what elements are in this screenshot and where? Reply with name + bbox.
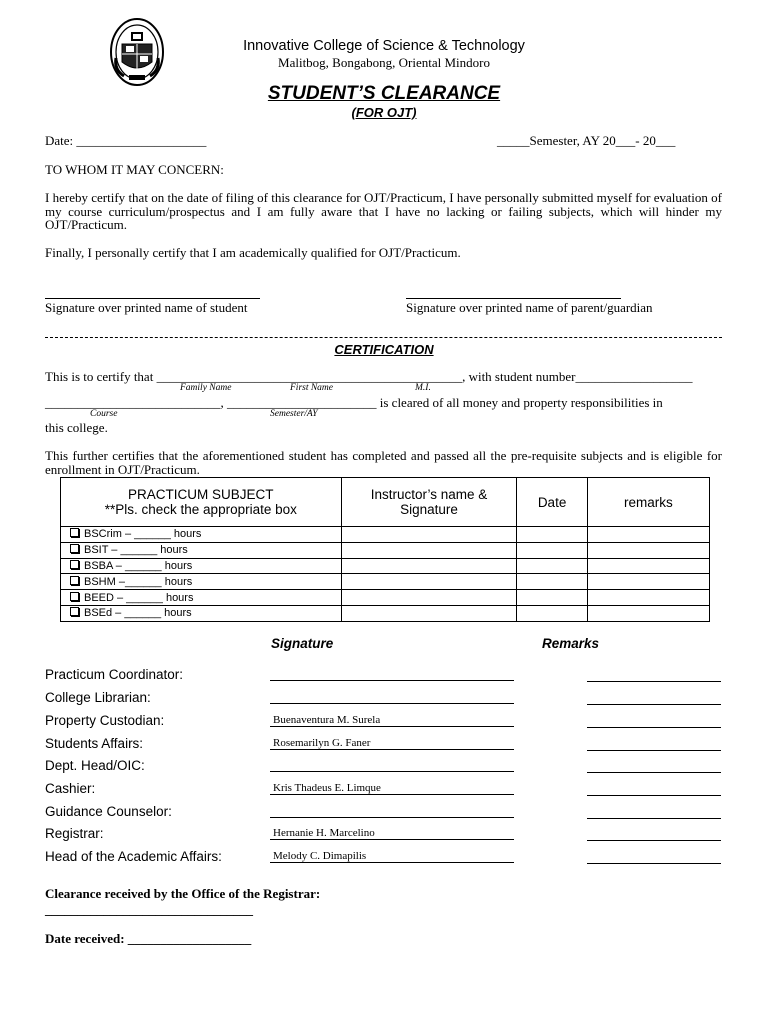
date-cell[interactable]: [517, 590, 588, 606]
certify-paragraph: I hereby certify that on the date of filing of this clearance for OJT/Practicum, I have personally submitted myself for evaluation of my course curriculum/prospectus and I am fully aware that I have no lacking or failing subjects, which will hinder my OJT/Practicum.: [45, 190, 722, 232]
date-cell[interactable]: [517, 574, 588, 590]
subject-header-line1: PRACTICUM SUBJECT: [128, 487, 274, 502]
table-row: [61, 527, 710, 543]
remarks-cell[interactable]: [587, 605, 709, 621]
remarks-line[interactable]: [587, 688, 721, 705]
remarks-line[interactable]: [587, 779, 721, 796]
signoff-label: Head of the Academic Affairs:: [45, 849, 222, 864]
signature-line[interactable]: [270, 756, 514, 772]
subject-cell[interactable]: [61, 527, 342, 543]
remarks-line[interactable]: [587, 665, 721, 682]
subject-label: BSCrim – ______ hours: [84, 528, 202, 541]
semester-blank[interactable]: _______________________: [227, 395, 377, 410]
certification-line-3: this college.: [45, 420, 108, 435]
cert-intro-text: This is to certify that: [45, 369, 157, 384]
table-row: [61, 590, 710, 606]
subject-header: [61, 478, 342, 527]
remarks-cell[interactable]: [587, 542, 709, 558]
remarks-line[interactable]: [587, 734, 721, 751]
parent-signature-label: Signature over printed name of parent/guardian: [406, 300, 653, 315]
student-signature-line[interactable]: [45, 298, 260, 299]
instructor-cell[interactable]: [341, 558, 517, 574]
signature-line[interactable]: Buenaventura M. Surela: [270, 711, 514, 727]
date-field[interactable]: Date: ____________________: [45, 133, 207, 148]
subject-label: BSEd – ______ hours: [84, 607, 192, 620]
instructor-header-line2: Signature: [400, 502, 458, 517]
remarks-cell[interactable]: [587, 527, 709, 543]
parent-signature-line[interactable]: [406, 298, 621, 299]
semester-caption: Semester/AY: [270, 409, 318, 419]
signoff-label: Guidance Counselor:: [45, 804, 172, 819]
divider: [45, 337, 722, 338]
remarks-line[interactable]: [587, 756, 721, 773]
signature-line[interactable]: Kris Thadeus E. Limque: [270, 779, 514, 795]
remarks-cell[interactable]: [587, 574, 709, 590]
signoff-label: Dept. Head/OIC:: [45, 758, 145, 773]
remarks-cell[interactable]: [587, 590, 709, 606]
remarks-line[interactable]: [587, 802, 721, 819]
remarks-line[interactable]: [587, 824, 721, 841]
institution-name: Innovative College of Science & Technology: [243, 38, 525, 54]
signature-line[interactable]: [270, 665, 514, 681]
signoff-label: Registrar:: [45, 826, 104, 841]
checkbox-icon[interactable]: [70, 560, 79, 569]
remarks-column-header: Remarks: [542, 636, 600, 651]
subject-cell[interactable]: [61, 574, 342, 590]
subject-cell[interactable]: [61, 590, 342, 606]
date-cell[interactable]: [517, 542, 588, 558]
instructor-cell[interactable]: [341, 605, 517, 621]
date-cell[interactable]: [517, 605, 588, 621]
signature-line[interactable]: [270, 802, 514, 818]
table-row: [61, 558, 710, 574]
instructor-cell[interactable]: [341, 527, 517, 543]
family-name-caption: Family Name: [180, 383, 232, 393]
subject-cell[interactable]: [61, 558, 342, 574]
instructor-cell[interactable]: [341, 590, 517, 606]
signoff-label: Cashier:: [45, 781, 96, 796]
student-number-text[interactable]: , with student number__________________: [462, 369, 693, 384]
signoff-label: Property Custodian:: [45, 713, 165, 728]
course-caption: Course: [90, 409, 118, 419]
subject-label: BEED – ______ hours: [84, 591, 194, 604]
subject-cell[interactable]: [61, 542, 342, 558]
instructor-header: [341, 478, 517, 527]
remarks-cell[interactable]: [587, 558, 709, 574]
table-row: [61, 574, 710, 590]
semester-field[interactable]: _____Semester, AY 20___- 20___: [497, 133, 676, 148]
subject-label: BSHM –______ hours: [84, 575, 193, 588]
certification-line-1: [45, 370, 692, 384]
signature-line[interactable]: Hernanie H. Marcelino: [270, 824, 514, 840]
salutation: TO WHOM IT MAY CONCERN:: [45, 162, 224, 177]
remarks-line[interactable]: [587, 847, 721, 864]
subject-label: BSIT – ______ hours: [84, 544, 188, 557]
remarks-line[interactable]: [587, 711, 721, 728]
subject-label: BSBA – ______ hours: [84, 559, 193, 572]
separator: ,: [220, 395, 227, 410]
table-row: [61, 542, 710, 558]
instructor-cell[interactable]: [341, 574, 517, 590]
signoff-label: Practicum Coordinator:: [45, 667, 184, 682]
table-header-row: [61, 478, 710, 527]
student-signature-label: Signature over printed name of student: [45, 300, 248, 315]
signature-line[interactable]: Melody C. Dimapilis: [270, 847, 514, 863]
first-name-caption: First Name: [290, 383, 334, 393]
signoff-label: College Librarian:: [45, 690, 151, 705]
checkbox-icon[interactable]: [70, 592, 79, 601]
date-received-field[interactable]: Date received: ___________________: [45, 931, 252, 946]
checkbox-icon[interactable]: [70, 576, 79, 585]
received-label: Clearance received by the Office of the Registrar:: [45, 886, 321, 901]
checkbox-icon[interactable]: [70, 544, 79, 553]
table-row: [61, 605, 710, 621]
practicum-table: [60, 477, 710, 622]
institution-address: Malitbog, Bongabong, Oriental Mindoro: [278, 55, 490, 70]
document-subtitle: (FOR OJT): [351, 105, 417, 120]
checkbox-icon[interactable]: [70, 528, 79, 537]
certification-line-2: [45, 396, 663, 410]
signature-line[interactable]: [270, 688, 514, 704]
received-signature-line[interactable]: ________________________________: [45, 902, 253, 917]
mi-caption: M.I.: [415, 383, 431, 393]
subject-cell[interactable]: [61, 605, 342, 621]
course-blank[interactable]: ___________________________: [45, 395, 221, 410]
further-paragraph: This further certifies that the aforementioned student has completed and passed all the pre-requisite subjects and is eligible for enrollment in OJT/Practicum.: [45, 448, 722, 477]
instructor-cell[interactable]: [341, 542, 517, 558]
student-name-blank[interactable]: _______________________________________________: [156, 369, 463, 384]
signature-column-header: Signature: [271, 636, 334, 651]
subject-header-line2: **Pls. check the appropriate box: [104, 502, 297, 517]
document-title: STUDENT’S CLEARANCE: [267, 83, 501, 104]
signature-line[interactable]: Rosemarilyn G. Faner: [270, 734, 514, 750]
date-cell[interactable]: [517, 558, 588, 574]
date-cell[interactable]: [517, 527, 588, 543]
remarks-header: remarks: [587, 478, 709, 527]
cleared-text: is cleared of all money and property responsibilities in: [376, 395, 663, 410]
checkbox-icon[interactable]: [70, 607, 79, 616]
certification-heading: CERTIFICATION: [334, 342, 434, 357]
signoff-label: Students Affairs:: [45, 736, 144, 751]
date-header: Date: [517, 478, 588, 527]
qualified-paragraph: Finally, I personally certify that I am academically qualified for OJT/Practicum.: [45, 245, 461, 260]
instructor-header-line1: Instructor’s name &: [370, 487, 488, 502]
